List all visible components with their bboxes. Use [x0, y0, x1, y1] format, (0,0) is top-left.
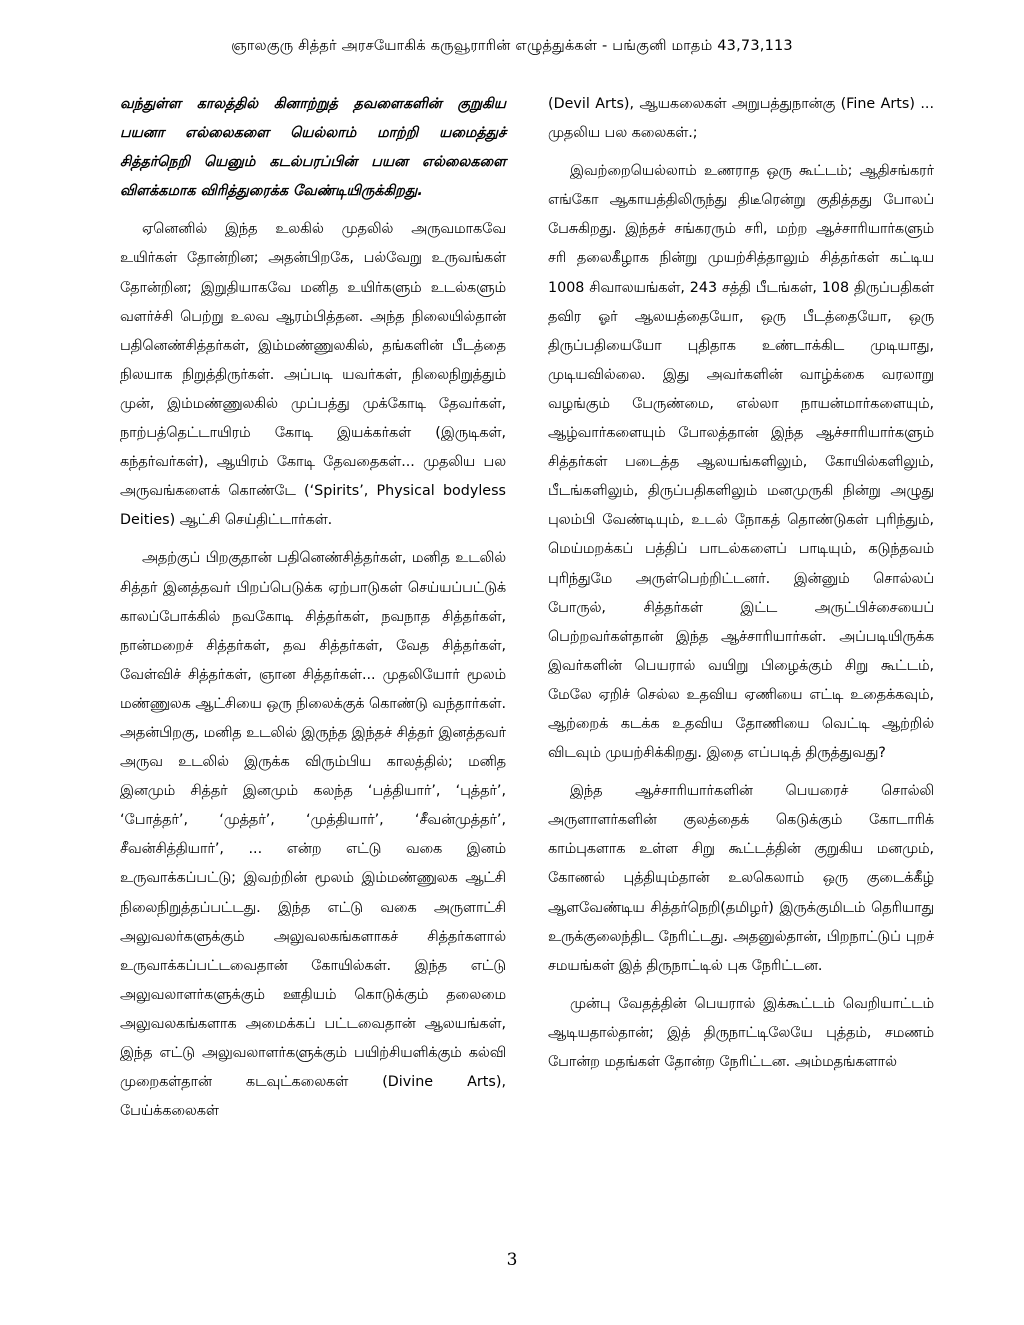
body-paragraph: ஏனெனில் இந்த உலகில் முதலில் அருவமாகவே உயிர்கள் தோன்றின; அதன்பிறகே, பல்வேறு உருவங்கள் தோன்றின; இறுதியாகவே மனித உயிர்களும் உடல்களும் வளர்ச்சி பெற்று உலவ ஆரம்பித்தன. அந்த நிலையில்தான் பதினெண்சித்தர்கள், இம்மண்ணுலகில், தங்களின் பீடத்தை நிலயாக நிறுத்திருர்கள். அப்படி யவர்கள், நிலைநிறுத்தும் முன், இம்மண்ணுலகில் முப்பத்து முக்கோடி தேவர்கள், நாற்பத்தெட்டாயிரம் கோடி இயக்கர்கள் (இருடிகள், கந்தர்வர்கள்), ஆயிரம் கோடி தேவதைகள்... முதலிய பல அருவங்களைக் கொண்டே (‘Spirits’, Physical bodyless Deities) ஆட்சி செய்திட்டார்கள். — [120, 221, 506, 529]
page-number: 3 — [506, 1250, 518, 1270]
body-paragraph: (Devil Arts), ஆயகலைகள் அறுபத்துநான்கு (Fine Arts) ... முதலிய பல கலைகள்.; — [548, 96, 934, 142]
body-paragraph: முன்பு வேதத்தின் பெயரால் இக்கூட்டம் வெறியாட்டம் ஆடியதால்தான்; இத் திருநாட்டிலேயே புத்தம், சமணம் போன்ற மதங்கள் தோன்ற நேரிட்டன. அம்மதங்களால் — [548, 995, 934, 1070]
body-paragraph: இவற்றையெல்லாம் உணராத ஒரு கூட்டம்; ஆதிசங்கரர் எங்கோ ஆகாயத்திலிருந்து திடீரென்று குதித்தது போலப் பேசுகிறது. இந்தச் சங்கரரும் சரி, மற்ற ஆச்சாரியார்களும் சரி தலைகீழாக நின்று முயற்சித்தாலும் சித்தர்கள் கட்டிய 1008 சிவாலயங்கள், 243 சத்தி பீடங்கள், 108 திருப்பதிகள் தவிர ஓர் ஆலயத்தையோ, ஒரு பீடத்தையோ, ஒரு திருப்பதியையோ புதிதாக உண்டாக்கிட முடியாது, முடியவில்லை. இது அவர்களின் வாழ்க்கை வரலாறு வழங்கும் பேருண்மை, எல்லா நாயன்மார்களையும், ஆழ்வார்களையும் போலத்தான் இந்த ஆச்சாரியார்களும் சித்தர்கள் படைத்த ஆலயங்களிலும், கோயில்களிலும், பீடங்களிலும், திருப்பதிகளிலும் மனமுருகி நின்று அழுது புலம்பி வேண்டியும், உடல் நோகத் தொண்டுகள் புரிந்தும், மெய்மறக்கப் பத்திப் பாடல்களைப் பாடியும், கடுந்தவம் புரிந்துமே அருள்பெற்றிட்டனர். இன்னும் சொல்லப் போருல், சித்தர்கள் இட்ட அருட்பிச்சையைப் பெற்றவர்கள்தான் இந்த ஆச்சாரியார்கள். அப்படியிருக்க இவர்களின் பெயரால் வயிறு பிழைக்கும் சிறு கூட்டம், மேலே ஏறிச் செல்ல உதவிய ஏணியை எட்டி உதைக்கவும், ஆற்றைக் கடக்க உதவிய தோணியை வெட்டி ஆற்றில் விடவும் முயற்சிக்கிறது. இதை எப்படித் திருத்துவது? — [548, 163, 934, 762]
body-paragraph: இந்த ஆச்சாரியார்களின் பெயரைச் சொல்லி அருளாளர்களின் குலத்தைக் கெடுக்கும் கோடாரிக் காம்புகளாக உள்ள சிறு கூட்டத்தின் குறுகிய மனமும், கோணல் புத்தியும்தான் உலகெலாம் ஒரு குடைக்கீழ் ஆளவேண்டிய சித்தர்நெறி(தமிழர்) இருக்குமிடம் தெரியாது உருக்குலைந்திட நேரிட்டது. அதனுல்தான், பிறநாட்டுப் புறச் சமயங்கள் இத் திருநாட்டில் புக நேரிட்டன. — [548, 783, 934, 974]
left-column — [120, 90, 506, 1135]
right-column — [548, 90, 934, 1086]
intro-paragraph: வந்துள்ள காலத்தில் கினாற்றுத் தவளைகளின் குறுகிய பயனா எல்லைகளை யெல்லாம் மாற்றி யமைத்துச் சித்தர்நெறி யெனும் கடல்பரப்பின் பயன எல்லைகளை விளக்கமாக விரித்துரைக்க வேண்டியிருக்கிறது. — [120, 96, 506, 200]
running-header: ஞாலகுரு சித்தர் அரசயோகிக் கருவூராரின் எழுத்துக்கள் - பங்குனி மாதம் 43,73,113 — [231, 38, 793, 54]
body-paragraph: அதற்குப் பிறகுதான் பதினெண்சித்தர்கள், மனித உடலில் சித்தர் இனத்தவர் பிறப்பெடுக்க ஏற்பாடுகள் செய்யப்பட்டுக் காலப்போக்கில் நவகோடி சித்தர்கள், நவநாத சித்தர்கள், நான்மறைச் சித்தர்கள், தவ சித்தர்கள், வேத சித்தர்கள், வேள்விச் சித்தர்கள், ஞான சித்தர்கள்... முதலியோர் மூலம் மண்ணுலக ஆட்சியை ஒரு நிலைக்குக் கொண்டு வந்தார்கள். அதன்பிறகு, மனித உடலில் இருந்த இந்தச் சித்தர் இனத்தவர் அருவ உடலில் இருக்க விரும்பிய காலத்தில்; மனித இனமும் சித்தர் இனமும் கலந்த ‘பத்தியார்’, ‘புத்தர்’, ‘போத்தர்’, ‘முத்தர்’, ‘முத்தியார்’, ‘சீவன்முத்தர்’, சீவன்சித்தியார்’, ... என்ற எட்டு வகை இனம் உருவாக்கப்பட்டு; இவற்றின் மூலம் இம்மண்ணுலக ஆட்சி நிலைநிறுத்தப்பட்டது. இந்த எட்டு வகை அருளாட்சி அலுவலர்களுக்கும் அலுவலகங்களாகச் சித்தர்களால் உருவாக்கப்பட்டவைதான் கோயில்கள். இந்த எட்டு அலுவலாளர்களுக்கும் ஊதியம் கொடுக்கும் தலைமை அலுவலகங்களாக அமைக்கப் பட்டவைதான் ஆலயங்கள், இந்த எட்டு அலுவலாளர்களுக்கும் பயிற்சியளிக்கும் கல்வி முறைகள்தான் கடவுட்கலைகள் (Divine Arts), பேய்க்கலைகள் — [120, 550, 506, 1120]
